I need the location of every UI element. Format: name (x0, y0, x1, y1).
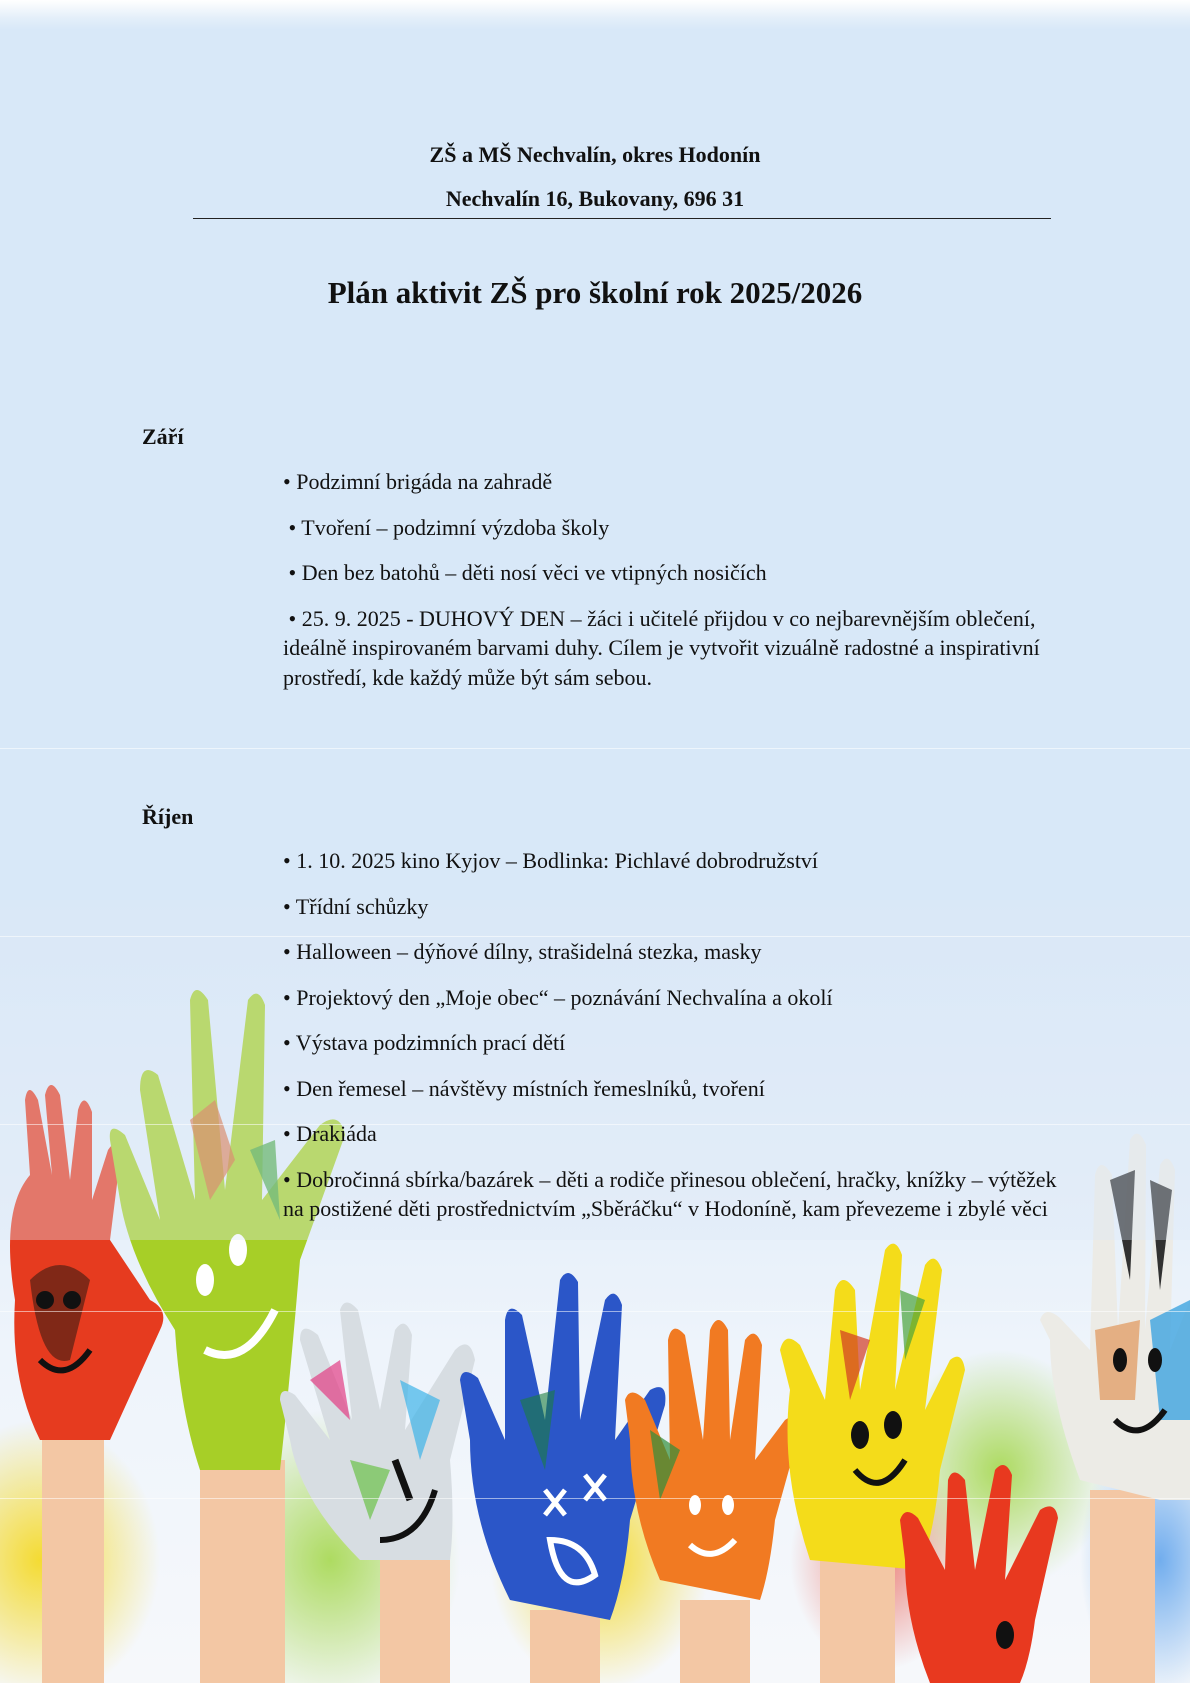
month-heading-rijen: Říjen (142, 804, 194, 829)
list-item: • Den bez batohů – děti nosí věci ve vtipných nosičích (283, 560, 767, 585)
list-item: • Drakiáda (283, 1121, 377, 1146)
school-address: Nechvalín 16, Bukovany, 696 31 (445, 186, 745, 211)
header-divider (193, 218, 1051, 219)
school-name: ZŠ a MŠ Nechvalín, okres Hodonín (429, 142, 761, 167)
document-title: Plán aktivit ZŠ pro školní rok 2025/2026 (327, 275, 863, 310)
list-item: • Halloween – dýňové dílny, strašidelná stezka, masky (283, 939, 762, 964)
list-item: • Třídní schůzky (283, 893, 429, 919)
list-item: • 1. 10. 2025 kino Kyjov – Bodlinka: Pichlavé dobrodružství (283, 848, 819, 873)
list-item: • Den řemesel – návštěvy místních řemeslníků, tvoření (283, 1075, 765, 1101)
month-heading-zari: Září (142, 424, 184, 449)
list-item: • Podzimní brigáda na zahradě (283, 469, 553, 494)
list-item: • Tvoření – podzimní výzdoba školy (283, 514, 610, 540)
list-item: • Výstava podzimních prací dětí (283, 1030, 566, 1055)
activity-list-zari (283, 467, 1063, 708)
list-item: • Projektový den „Moje obec“ – poznávání Nechvalína a okolí (283, 984, 833, 1010)
list-item: • 25. 9. 2025 - DUHOVÝ DEN – žáci i učitelé přijdou v co nejbarevnějším oblečení, ideálně inspirovaném barvami duhy. Cílem je vytvořit vizuálně radostné a inspirativní prostředí, kde každý může být sám sebou. (283, 605, 1046, 690)
list-item: • Dobročinná sbírka/bazárek – děti a rodiče přinesou oblečení, hračky, knížky – výtěžek na postižené děti prostřednictvím „Sběráčku“ v Hodoníně, kam převezeme i zbylé věci (283, 1166, 1057, 1221)
activity-list-rijen (283, 846, 1063, 1240)
